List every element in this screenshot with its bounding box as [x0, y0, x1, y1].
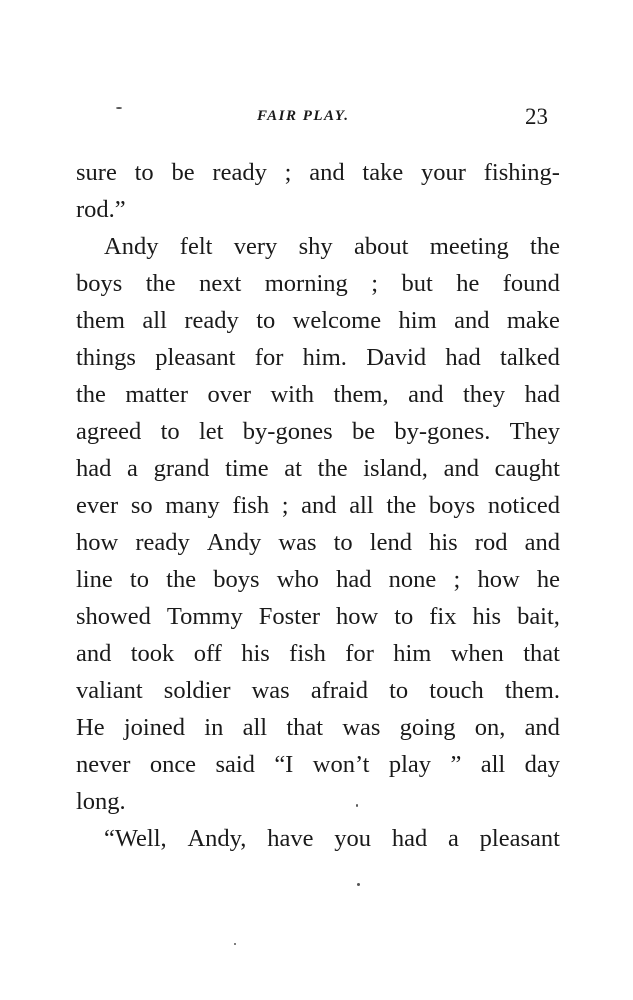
- text-line: ever so many fish ; and all the boys noticed: [76, 492, 560, 519]
- text-line: valiant soldier was afraid to touch them.: [76, 677, 560, 704]
- text-line: had a grand time at the island, and caught: [76, 455, 560, 482]
- text-line: things pleasant for him. David had talked: [76, 344, 560, 371]
- text-line: line to the boys who had none ; how he: [76, 566, 560, 593]
- text-line: sure to be ready ; and take your fishing-: [76, 159, 560, 186]
- body-text: [76, 154, 560, 857]
- paragraph-start-line: “Well, Andy, have you had a pleasant: [104, 825, 560, 852]
- text-line: the matter over with them, and they had: [76, 381, 560, 408]
- running-title: FAIR PLAY.: [257, 108, 350, 124]
- text-line: long.: [76, 788, 126, 815]
- text-line: rod.”: [76, 196, 126, 223]
- text-line: showed Tommy Foster how to fix his bait,: [76, 603, 560, 630]
- text-line: how ready Andy was to lend his rod and: [76, 529, 560, 556]
- text-line: never once said “I won’t play ” all day: [76, 751, 560, 778]
- paper-speck: [234, 943, 236, 945]
- paper-speck: [356, 804, 358, 807]
- paper-speck: [116, 107, 122, 109]
- paper-speck: [357, 883, 360, 886]
- text-line: them all ready to welcome him and make: [76, 307, 560, 334]
- running-head: [0, 104, 633, 134]
- text-line: and took off his fish for him when that: [76, 640, 560, 667]
- page-number: 23: [525, 104, 548, 129]
- text-line: He joined in all that was going on, and: [76, 714, 560, 741]
- text-line: boys the next morning ; but he found: [76, 270, 560, 297]
- paragraph-start-line: Andy felt very shy about meeting the: [104, 233, 560, 260]
- text-line: agreed to let by-gones be by-gones. They: [76, 418, 560, 445]
